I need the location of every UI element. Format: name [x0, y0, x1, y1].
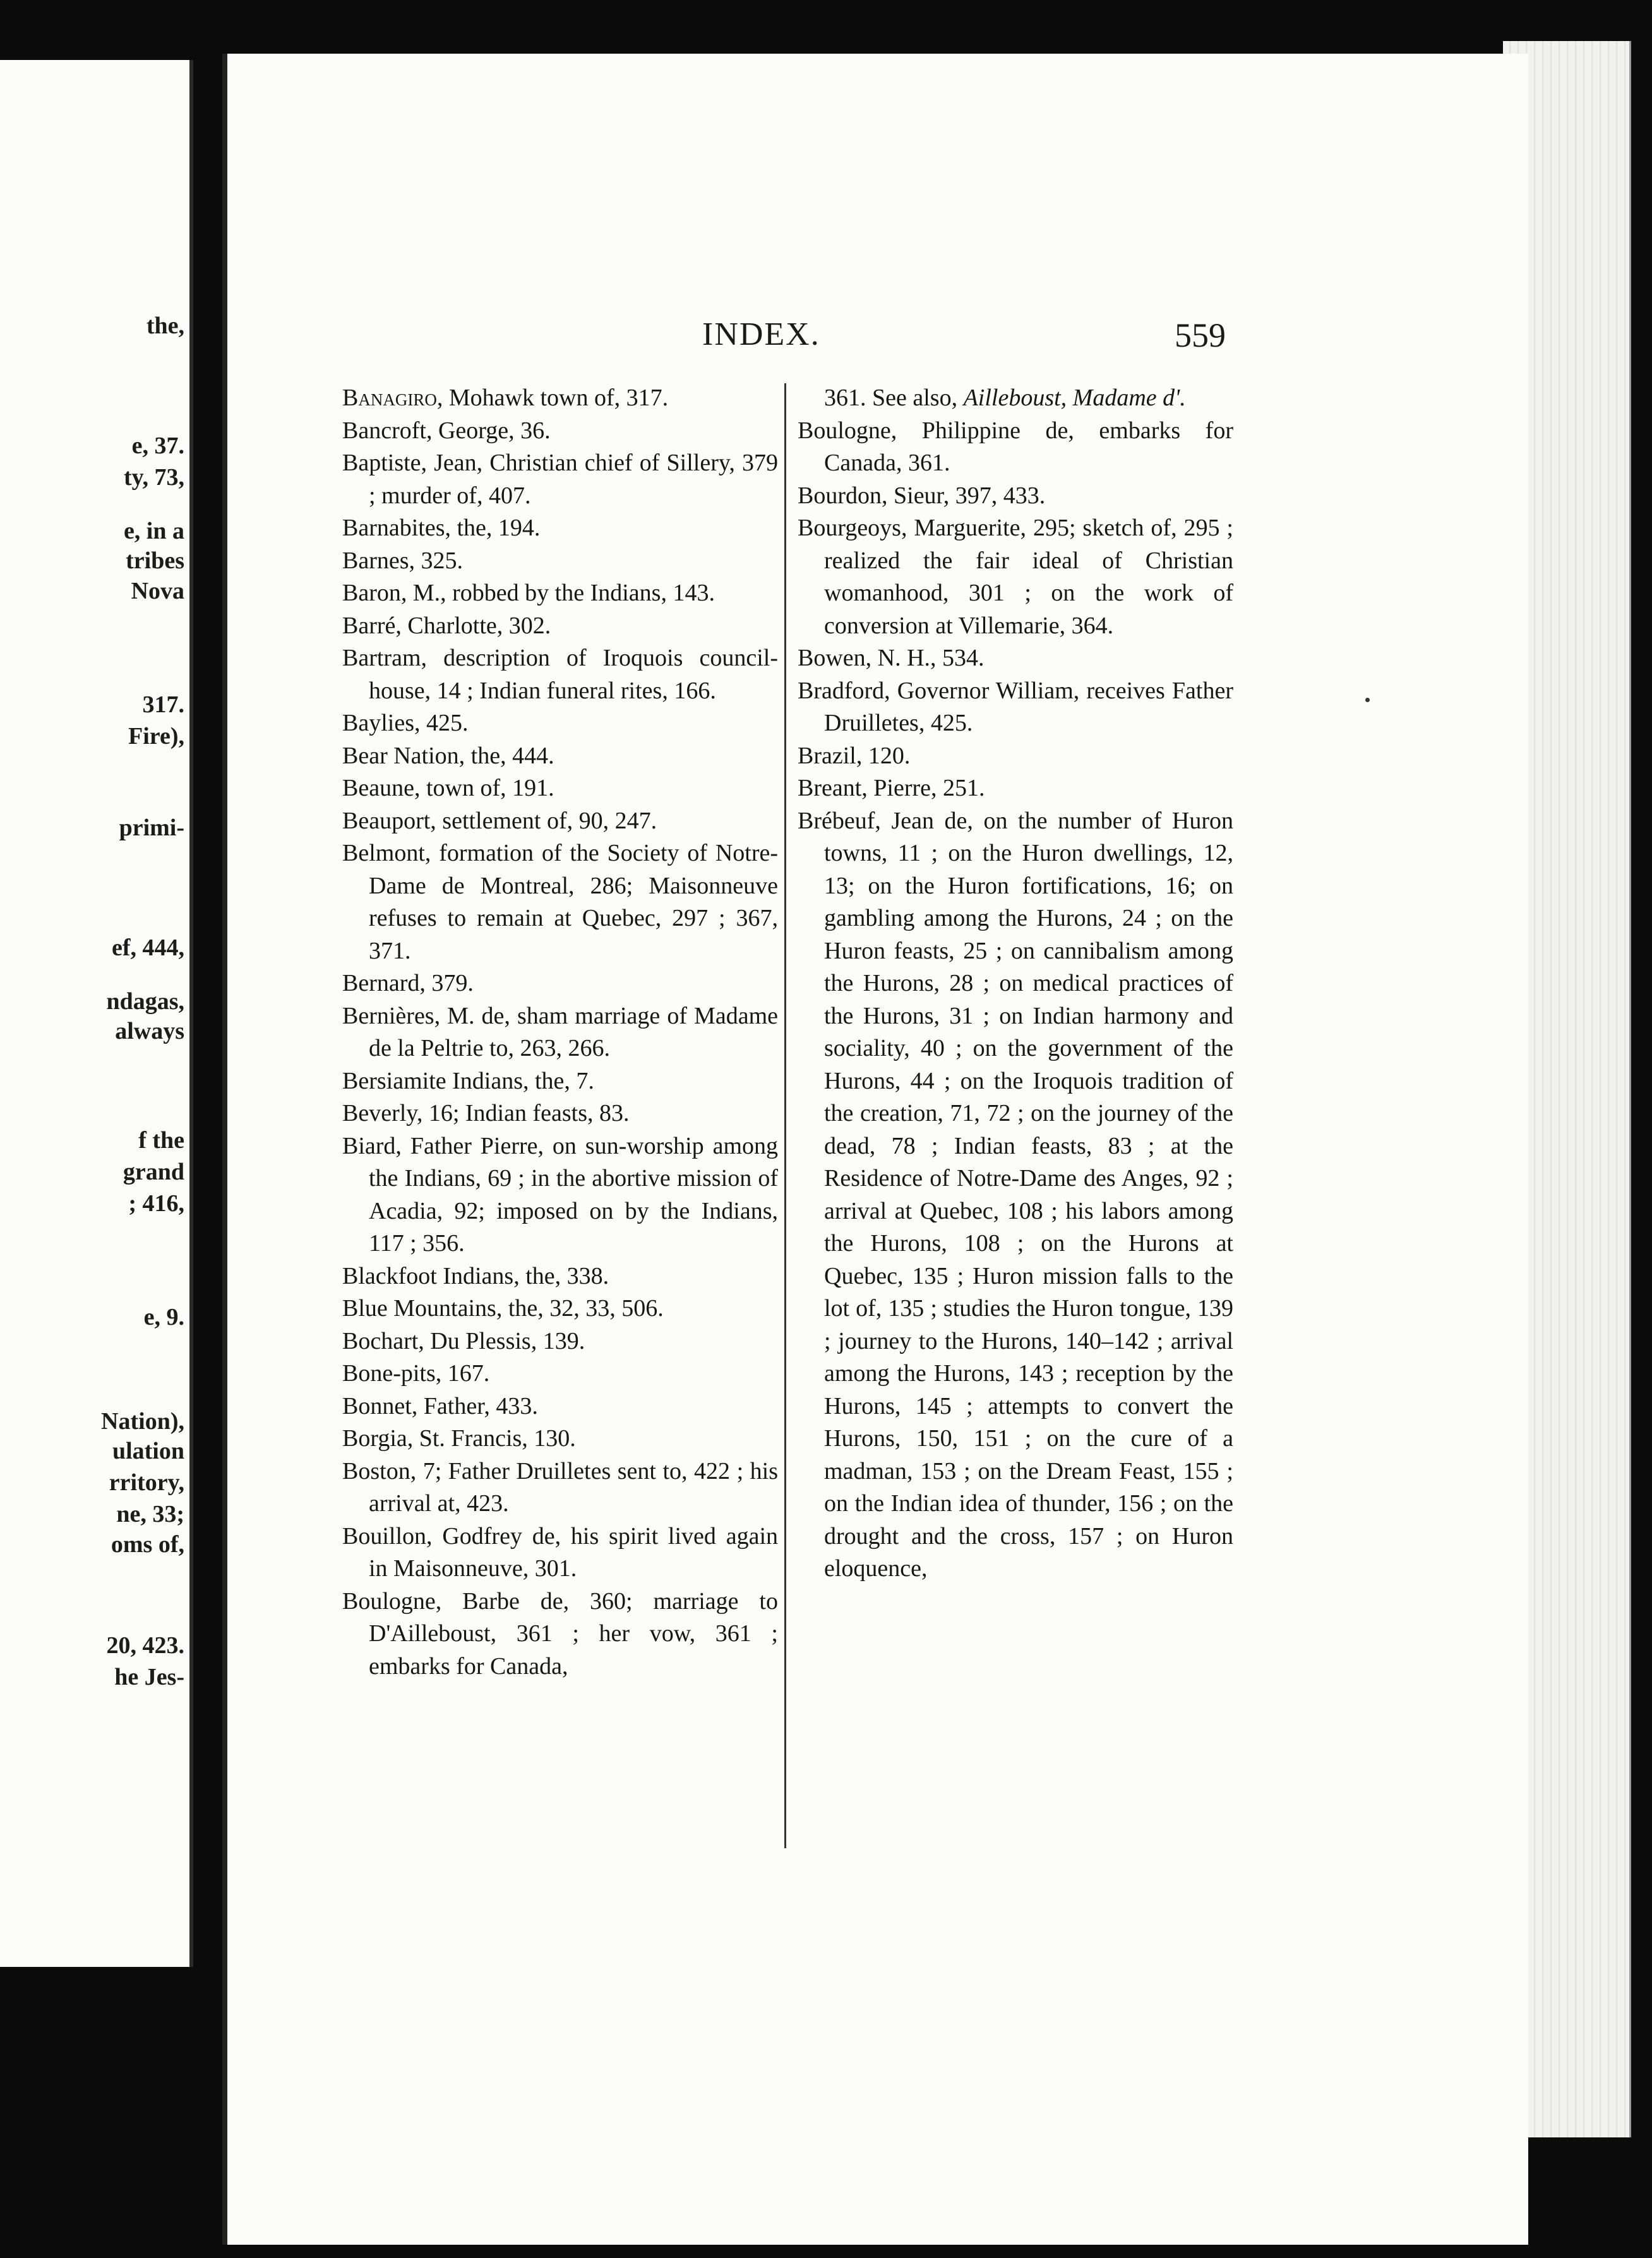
index-entry	[342, 772, 778, 805]
index-entry	[342, 1130, 778, 1260]
facing-page-fragment: ef, 444,	[111, 935, 184, 961]
index-entry-text: Baylies, 425.	[342, 710, 469, 736]
index-entry-text: Bersiamite Indians, the, 7.	[342, 1067, 594, 1094]
running-head: INDEX.	[702, 316, 820, 352]
index-entry	[342, 1260, 778, 1293]
facing-page-fragment: grand	[123, 1159, 184, 1185]
index-entry	[342, 415, 778, 448]
facing-page-fragment: tribes	[126, 547, 184, 574]
index-entry: Bowen, N. H., 534.	[798, 645, 985, 671]
index-entry: Bourdon, Sieur, 397, 433.	[798, 482, 1046, 509]
page-header	[227, 316, 1528, 360]
facing-page-fragment: primi-	[119, 815, 184, 841]
index-entry	[342, 382, 778, 415]
index-entry-text: Bear Nation, the, 444.	[342, 742, 554, 769]
index-entry-text: Barré, Charlotte, 302.	[342, 612, 551, 639]
facing-page-fragment: e, 9.	[143, 1304, 184, 1330]
facing-page-fragment: rritory,	[109, 1469, 184, 1496]
facing-page-left	[0, 60, 193, 1967]
index-entry-text: Beauport, settlement of, 90, 247.	[342, 807, 657, 834]
facing-page-fragment: ty, 73,	[123, 464, 184, 491]
index-entry: Bourgeoys, Marguerite, 295; sketch of, 295 ; realized the fair ideal of Christian womanhood, 301 ; on the work of conversion at Villemarie, 364.	[798, 515, 1233, 639]
facing-page-fragment: oms of,	[111, 1531, 184, 1558]
index-entry-text: Biard, Father Pierre, on sun-worship among the Indians, 69 ; in the abortive mission of Acadia, 92; imposed on by the Indians, 117 ; 356.	[342, 1132, 778, 1257]
index-entry-text: Barnes, 325.	[342, 547, 464, 574]
index-entry-text: Beaune, town of, 191.	[342, 775, 554, 801]
index-entry: Brébeuf, Jean de, on the number of Huron towns, 11 ; on the Huron dwellings, 12, 13; on the Huron fortifications, 16; on gambling among the Hurons, 24 ; on the Huron feasts, 25 ; on cannibalism among the Hurons, 28 ; on medical practices of the Hurons, 31 ; on Indian harmony and sociality, 40 ; on the government of the Hurons, 44 ; on the Iroquois tradition of the creation, 71, 72 ; on the journey of the dead, 78 ; Indian feasts, 83 ; at the Residence of Notre-Dame des Anges, 92 ; arrival at Quebec, 108 ; his labors among the Hurons, 108 ; on the Hurons at Quebec, 135 ; Huron mission falls to the lot of, 135 ; studies the Huron tongue, 139 ; journey to the Hurons, 140–142 ; arrival among the Hurons, 143 ; reception by the Hurons, 145 ; attempts to convert the Hurons, 150, 151 ; on the cure of a madman, 153 ; on the Dream Feast, 155 ; on the Indian idea of thunder, 156 ; on the drought and the cross, 157 ; on Huron eloquence,	[798, 807, 1233, 1582]
index-entry	[342, 1455, 778, 1520]
index-column-right	[798, 382, 1233, 1586]
index-entry	[342, 740, 778, 773]
facing-page-fragment: Nation),	[101, 1408, 184, 1435]
continued-entry-text: 361. See also,	[824, 385, 964, 411]
index-entry-text: Bancroft, George, 36.	[342, 417, 551, 444]
facing-page-fragment: Fire),	[128, 723, 184, 750]
continued-entry	[798, 382, 1233, 415]
index-entry	[342, 1065, 778, 1098]
index-entry	[342, 447, 778, 512]
facing-page-fragment: ne, 33;	[116, 1501, 184, 1527]
facing-page-fragment: ulation	[112, 1438, 184, 1464]
index-entry-text: Borgia, St. Francis, 130.	[342, 1425, 576, 1452]
index-entry-text: Bernard, 379.	[342, 970, 474, 996]
index-entry	[342, 1325, 778, 1358]
facing-page-fragment: e, in a	[123, 518, 184, 544]
index-entry	[342, 577, 778, 610]
index-entry	[342, 1520, 778, 1586]
facing-page-fragment: 20, 423.	[106, 1632, 184, 1659]
facing-page-fragment: he Jes-	[114, 1664, 184, 1690]
facing-page-fragment: ndagas,	[106, 988, 184, 1015]
index-entry-text: Bone-pits, 167.	[342, 1360, 490, 1387]
index-entry	[342, 1423, 778, 1455]
index-entry-text: Bartram, description of Iroquois council-house, 14 ; Indian funeral rites, 166.	[342, 645, 778, 704]
index-entry: Bradford, Governor William, receives Father Druilletes, 425.	[798, 677, 1233, 736]
page-number: 559	[1175, 316, 1226, 354]
index-entry-headword: Banagiro	[342, 385, 437, 411]
index-page	[222, 54, 1528, 2245]
index-entry: Breant, Pierre, 251.	[798, 775, 985, 801]
index-entry	[342, 512, 778, 545]
index-entry	[342, 1358, 778, 1390]
index-entry-text: Baron, M., robbed by the Indians, 143.	[342, 580, 715, 606]
index-entry-text: Bouillon, Godfrey de, his spirit lived again in Maisonneuve, 301.	[342, 1522, 778, 1582]
index-entry	[342, 642, 778, 707]
index-entry: Boulogne, Philippine de, embarks for Canada, 361.	[798, 417, 1233, 476]
index-column-left	[342, 382, 778, 1683]
index-entry	[342, 805, 778, 838]
index-entry	[342, 1097, 778, 1130]
index-entry-text: Bochart, Du Plessis, 139.	[342, 1327, 585, 1354]
index-entry	[342, 610, 778, 643]
index-entry-text: , Mohawk town of, 317.	[436, 385, 669, 411]
facing-page-fragment: f the	[138, 1127, 184, 1154]
index-entry-text: Belmont, formation of the Society of Notre-Dame de Montreal, 286; Maisonneuve refuses to remain at Quebec, 297 ; 367, 371.	[342, 840, 778, 964]
facing-page-fragment: e, 37.	[131, 433, 184, 459]
facing-page-fragment: ; 416,	[128, 1190, 184, 1217]
index-entry	[342, 1000, 778, 1065]
index-entry	[342, 837, 778, 967]
index-entry: Brazil, 120.	[798, 742, 911, 769]
index-entry-text: Blackfoot Indians, the, 338.	[342, 1262, 609, 1289]
index-entry-text: Blue Mountains, the, 32, 33, 506.	[342, 1295, 664, 1322]
index-entry	[342, 1390, 778, 1423]
column-divider	[784, 383, 786, 1848]
index-entry-text: Bernières, M. de, sham marriage of Madame de la Peltrie to, 263, 266.	[342, 1002, 778, 1061]
continued-entry-crossref: Ailleboust, Madame d'.	[963, 385, 1186, 411]
index-entry-text: Beverly, 16; Indian feasts, 83.	[342, 1100, 630, 1126]
index-entry	[342, 1586, 778, 1683]
facing-page-fragment: the,	[146, 313, 184, 339]
index-entry	[342, 707, 778, 740]
index-entry	[342, 1293, 778, 1325]
index-entry	[342, 967, 778, 1000]
print-speck	[1365, 698, 1370, 702]
index-entry	[342, 545, 778, 578]
facing-page-fragment: always	[115, 1018, 184, 1044]
index-entry-text: Barnabites, the, 194.	[342, 515, 541, 541]
index-entry-text: Baptiste, Jean, Christian chief of Sillery, 379 ; murder of, 407.	[342, 450, 778, 509]
facing-page-fragment: 317.	[142, 691, 184, 718]
index-entry-text: Bonnet, Father, 433.	[342, 1392, 538, 1419]
index-entry-text: Boston, 7; Father Druilletes sent to, 422 ; his arrival at, 423.	[342, 1457, 778, 1517]
facing-page-fragment: Nova	[131, 578, 184, 604]
index-entry-text: Boulogne, Barbe de, 360; marriage to D'Ailleboust, 361 ; her vow, 361 ; embarks for Canada,	[342, 1587, 778, 1680]
